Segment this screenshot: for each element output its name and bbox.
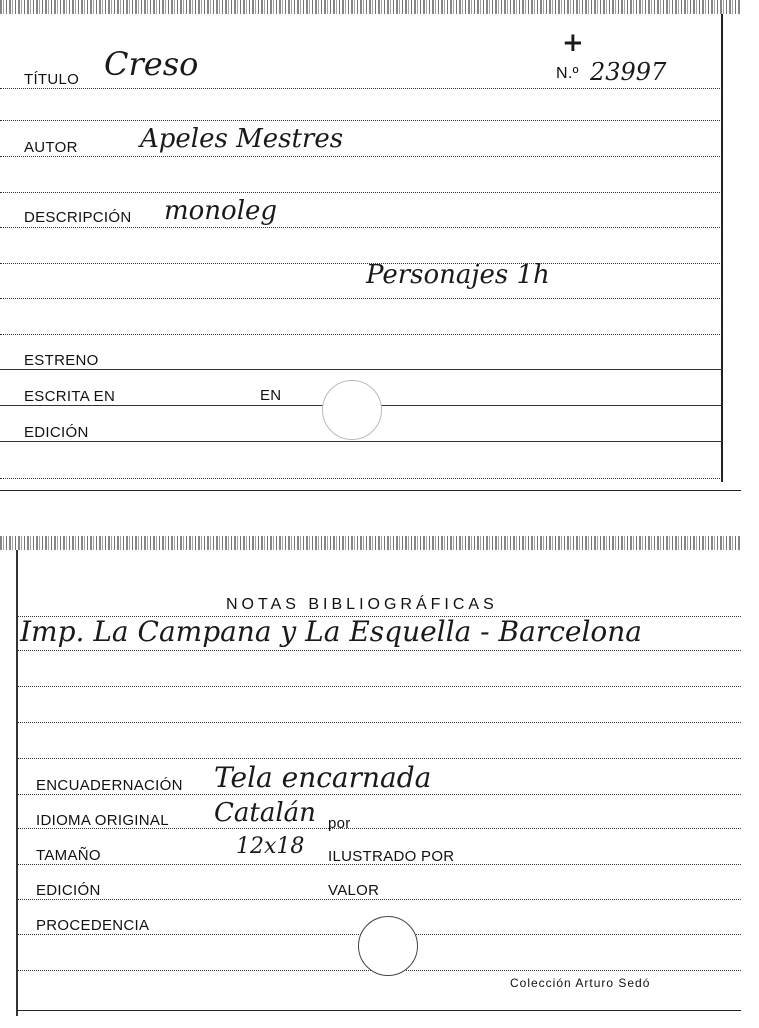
collection-credit: Colección Arturo Sedó [510, 976, 651, 990]
encuadernacion-label: ENCUADERNACIÓN [36, 777, 183, 794]
punch-hole [322, 380, 382, 440]
edicion-label: EDICIÓN [36, 882, 101, 899]
ruled-line [18, 794, 741, 795]
card-left-border [16, 550, 18, 1016]
ilustrado-por-label: ILUSTRADO POR [328, 848, 455, 865]
ruled-line [0, 120, 722, 121]
por-label: por [328, 815, 351, 832]
ruled-line [18, 722, 741, 723]
escrita-en-label: ESCRITA EN [24, 388, 116, 405]
section-title: NOTAS BIBLIOGRÁFICAS [226, 596, 498, 613]
descripcion-value: monoleg [164, 196, 278, 226]
back-card [0, 536, 741, 1016]
notes-value: Imp. La Campana y La Esquella - Barcelona [20, 615, 642, 648]
ruled-line [0, 478, 722, 479]
ruled-line [0, 88, 722, 89]
ruled-line [0, 441, 722, 442]
ruled-line [18, 650, 741, 651]
ruled-line [0, 192, 722, 193]
ruled-line [18, 686, 741, 687]
autor-value: Apeles Mestres [140, 124, 344, 154]
ruled-line [18, 758, 741, 759]
card-edge [0, 0, 741, 14]
estreno-label: ESTRENO [24, 352, 99, 369]
card-bottom-edge [16, 1010, 741, 1011]
tamano-label: TAMAÑO [36, 847, 101, 864]
procedencia-label: PROCEDENCIA [36, 917, 150, 934]
card-edge [0, 536, 741, 550]
idioma-original-label: IDIOMA ORIGINAL [36, 812, 169, 829]
titulo-value: Creso [104, 45, 199, 83]
ruled-line [0, 156, 722, 157]
cross-mark: + [562, 28, 584, 58]
personajes-note: Personajes 1h [366, 260, 550, 290]
encuadernacion-value: Tela encarnada [214, 761, 432, 794]
card-bottom-edge [0, 490, 741, 491]
autor-label: AUTOR [24, 139, 78, 156]
en-label: EN [260, 387, 282, 404]
ruled-line [0, 227, 722, 228]
titulo-label: TÍTULO [24, 71, 80, 88]
front-card [0, 0, 741, 492]
descripcion-label: DESCRIPCIÓN [24, 209, 132, 226]
card-right-border [721, 14, 723, 482]
numero-label: N.º [556, 65, 579, 82]
tamano-value: 12x18 [236, 834, 305, 859]
ruled-line [0, 298, 722, 299]
punch-hole [358, 916, 418, 976]
idioma-original-value: Catalán [214, 798, 316, 828]
ruled-line [0, 334, 722, 335]
ruled-line [0, 369, 722, 370]
ruled-line [0, 263, 722, 264]
numero-value: 23997 [590, 58, 667, 86]
valor-label: VALOR [328, 882, 380, 899]
ruled-line [18, 899, 741, 900]
edicion-label: EDICIÓN [24, 424, 89, 441]
